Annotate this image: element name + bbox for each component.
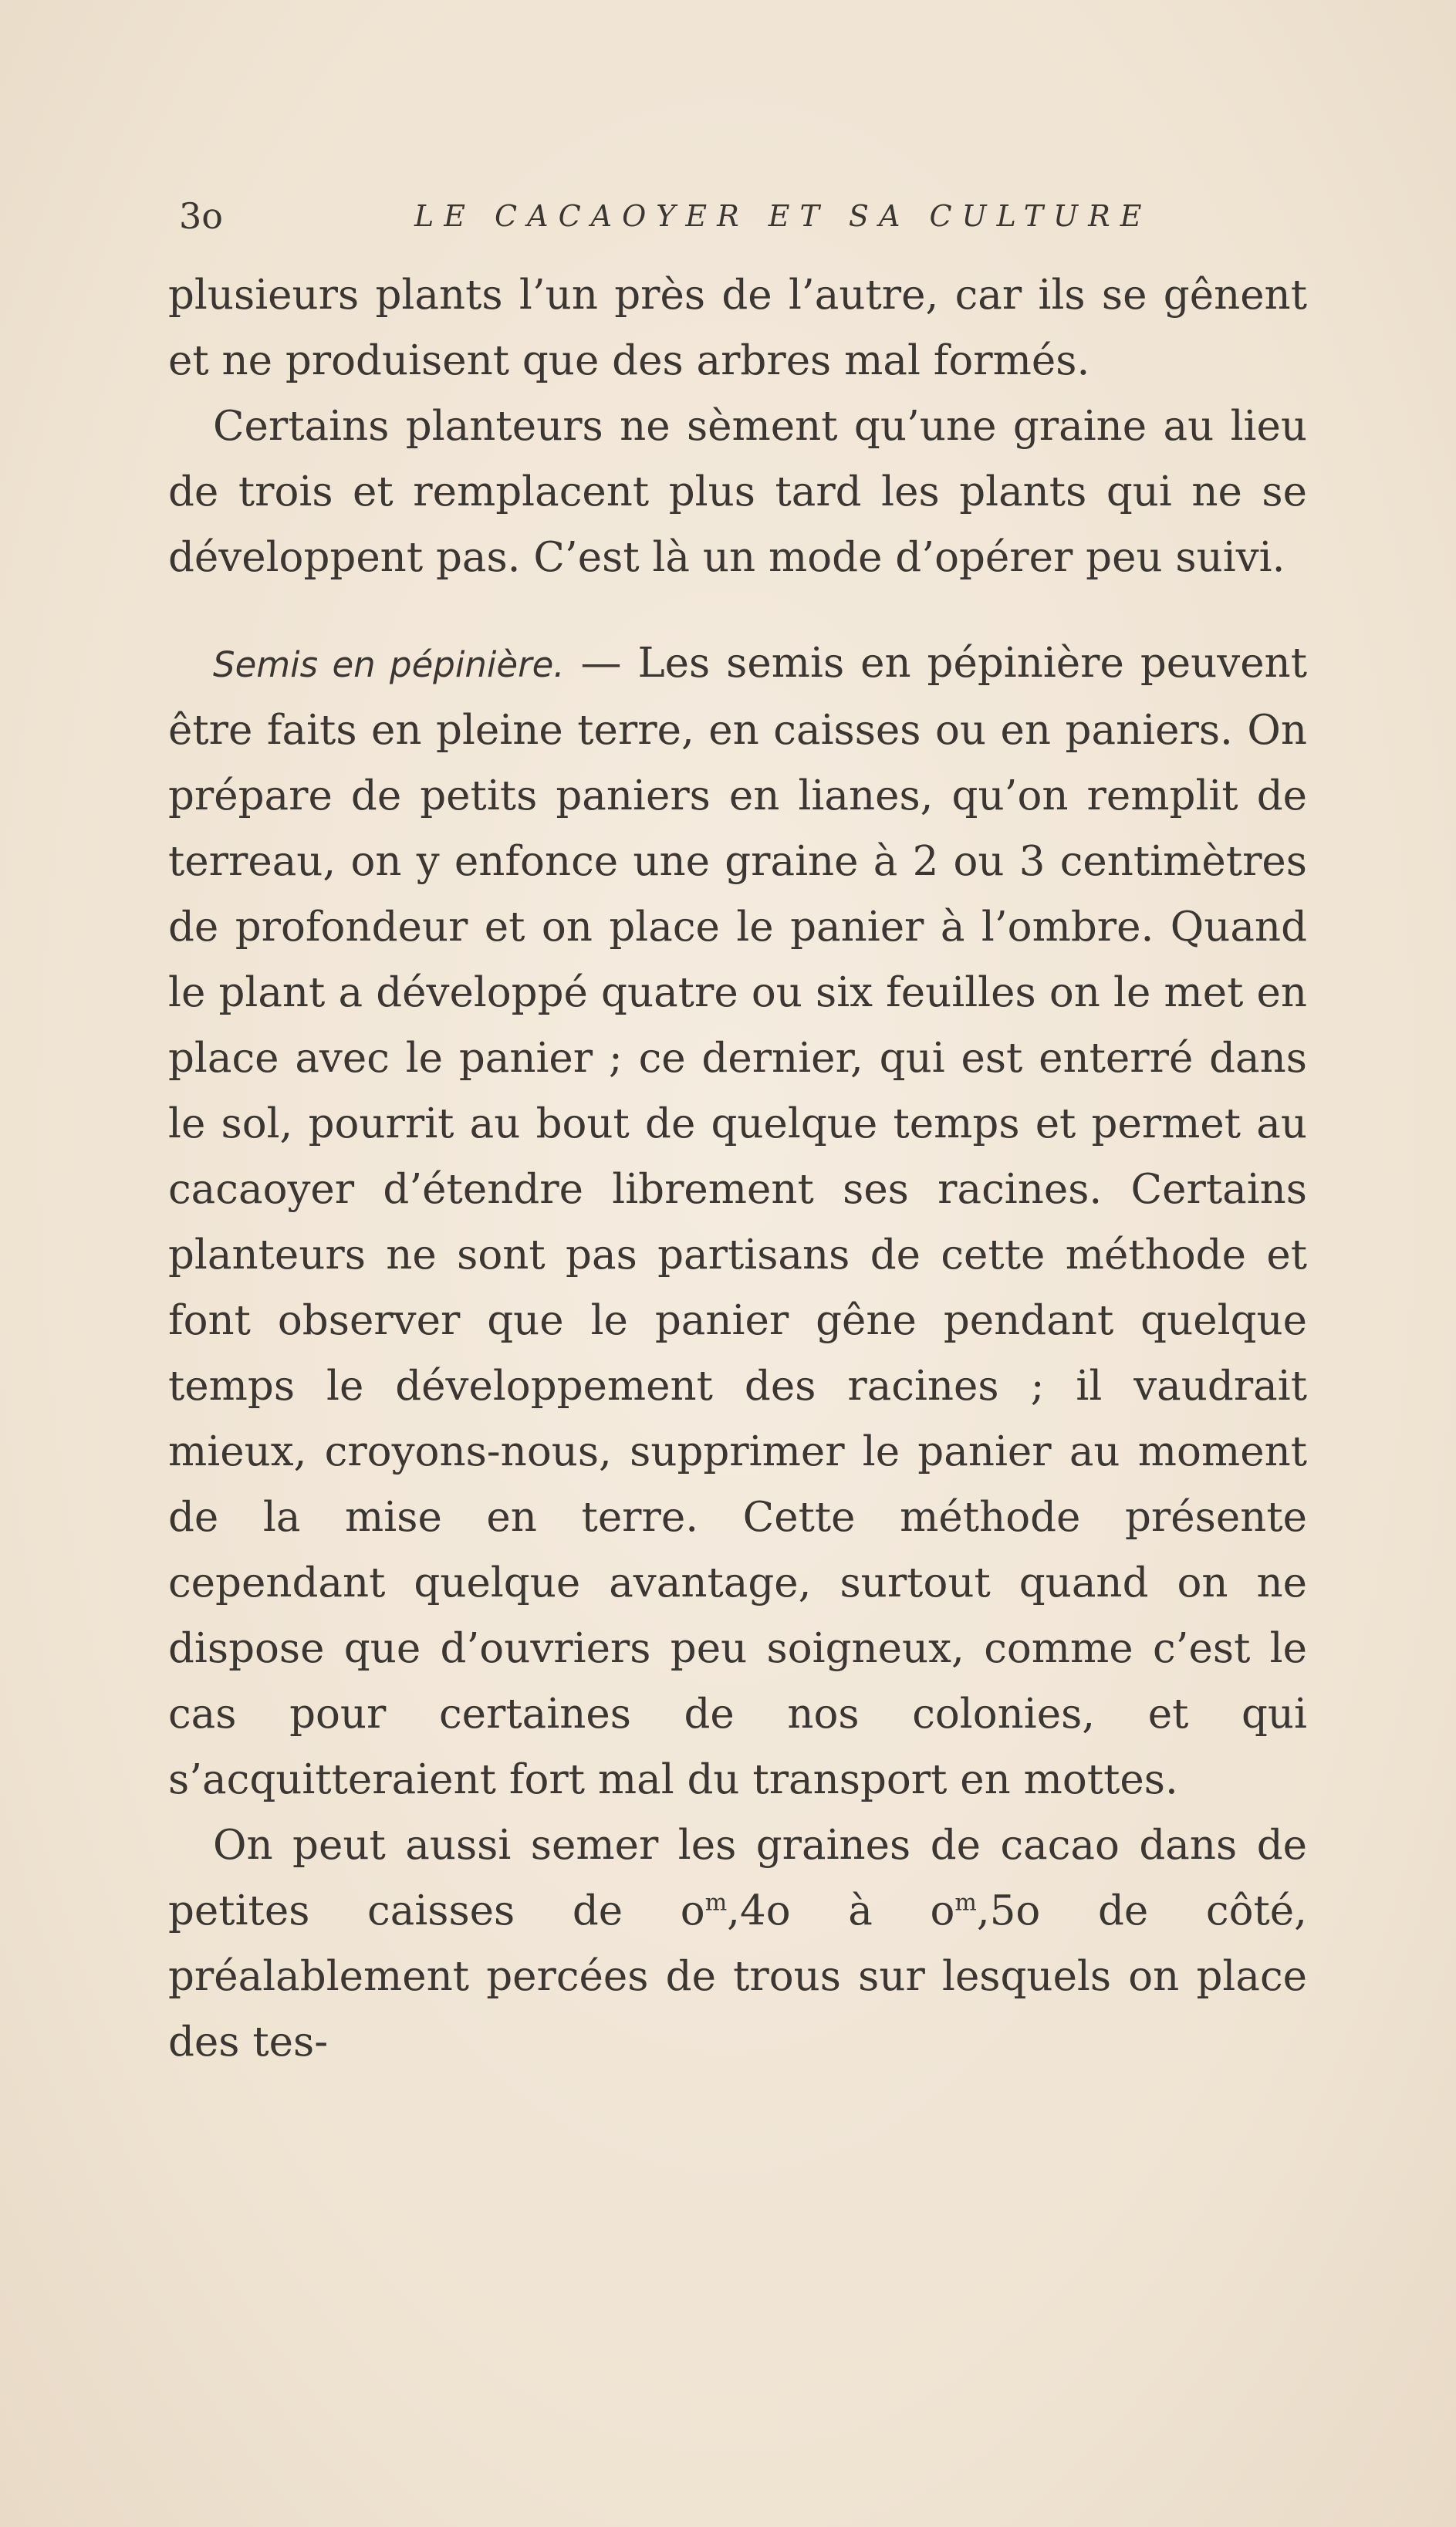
paragraph-2: Certains planteurs ne sèment qu’une graine au lieu de trois et remplacent plus tard les plants qui ne se développent pas. C’est là un mode d’opérer peu suivi. xyxy=(168,403,1307,581)
paragraph-semis-en-pepiniere xyxy=(168,630,1307,1812)
running-title: LE CACAOYER ET SA CULTURE xyxy=(414,199,1152,233)
superscript-m-2: m xyxy=(954,1889,977,1917)
body-text xyxy=(168,262,1307,2075)
paragraph-4-text-after: ,5o de côté, préalablement percées de trous sur lesquels on place des tes- xyxy=(168,1887,1307,2066)
section-heading: Semis en pépinière. xyxy=(213,644,565,685)
paragraph-4 xyxy=(168,1812,1307,2075)
paragraph-4-text-mid: ,4o à o xyxy=(727,1887,955,1934)
superscript-m-1: m xyxy=(704,1889,728,1917)
paragraph-4-text-before: On peut aussi semer les graines de cacao dans de petites caisses de o xyxy=(168,1822,1307,1934)
paragraph-1: plusieurs plants l’un près de l’autre, car ils se gênent et ne produisent que des arbres mal formés. xyxy=(168,272,1307,384)
paragraph-3-text: — Les semis en pépinière peuvent être faits en pleine terre, en caisses ou en paniers. On prépare de petits paniers en lianes, qu’on remplit de terreau, on y enfonce une graine à 2 ou 3 centimètres de profondeur et on place le panier à l’ombre. Quand le plant a développé quatre ou six feuilles on le met en place avec le panier ; ce dernier, qui est enterré dans le sol, pourrit au bout de quelque temps et permet au cacaoyer d’étendre librement ses racines. Certains planteurs ne sont pas partisans de cette méthode et font observer que le panier gêne pendant quelque temps le développement des racines ; il vaudrait mieux, croyons-nous, supprimer le panier au moment de la mise en terre. Cette méthode présente cependant quelque avantage, surtout quand on ne dispose que d’ouvriers peu soigneux, comme c’est le cas pour certaines de nos colonies, et qui s’acquitteraient fort mal du transport en mottes. xyxy=(168,640,1307,1803)
page-header xyxy=(179,193,1306,247)
page-number: 3o xyxy=(179,195,223,237)
